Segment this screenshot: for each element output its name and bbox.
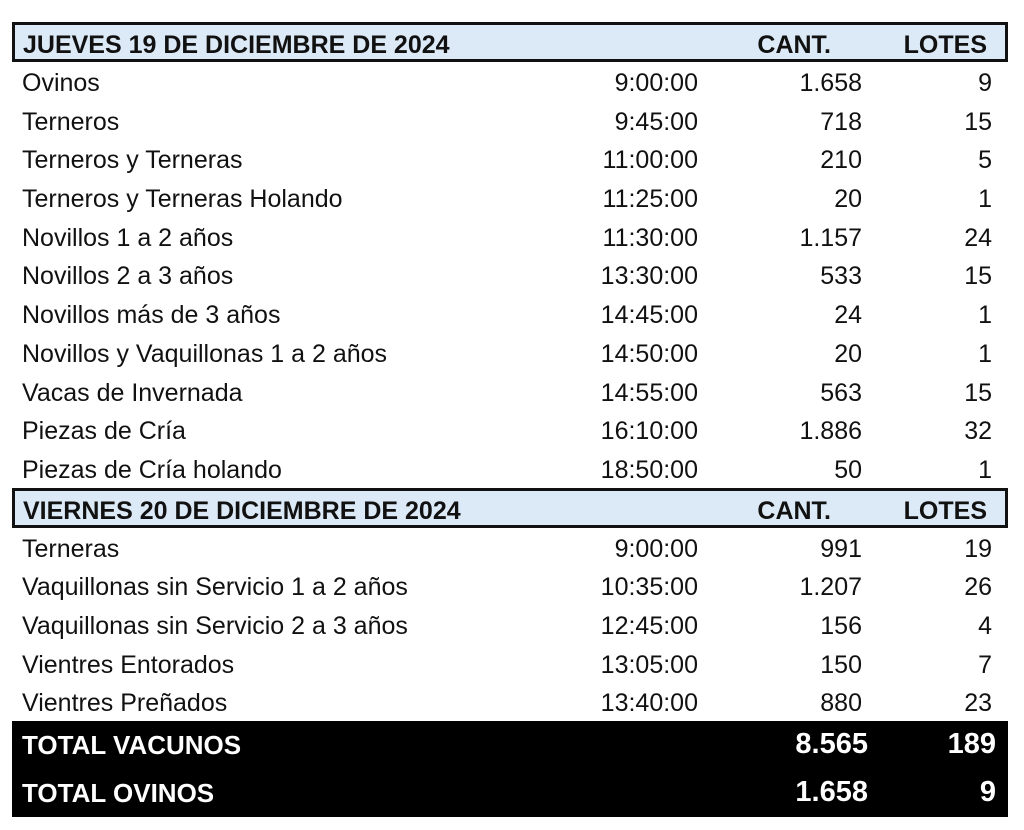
start-time: 14:45:00 [600, 301, 698, 330]
sections-container [12, 22, 1008, 721]
quantity-value: 1.886 [799, 417, 862, 446]
cant-column-header: CANT. [757, 496, 831, 525]
quantity-value: 1.157 [799, 223, 862, 252]
lots-value: 19 [964, 534, 992, 563]
table-row [12, 410, 1008, 449]
table-row [12, 605, 1008, 644]
table-row [12, 528, 1008, 567]
start-time: 9:00:00 [614, 69, 698, 97]
quantity-value: 150 [820, 650, 862, 679]
start-time: 10:35:00 [600, 573, 698, 602]
quantity-value: 880 [820, 689, 862, 718]
category-name: Novillos y Vaquillonas 1 a 2 años [22, 339, 388, 368]
section-header [12, 488, 1008, 528]
start-time: 9:00:00 [614, 534, 698, 563]
table-row [12, 101, 1008, 140]
category-name: Novillos más de 3 años [22, 301, 281, 330]
start-time: 14:55:00 [600, 378, 698, 407]
total-quantity: 8.565 [795, 728, 868, 760]
lots-value: 15 [964, 262, 992, 291]
start-time: 16:10:00 [600, 417, 698, 446]
start-time: 13:30:00 [600, 262, 698, 291]
category-name: Novillos 1 a 2 años [22, 223, 234, 252]
table-row [12, 372, 1008, 411]
quantity-value: 1.658 [799, 69, 862, 97]
total-quantity: 1.658 [795, 776, 868, 808]
table-row [12, 62, 1008, 101]
table-row [12, 217, 1008, 256]
totals-container [12, 721, 1008, 817]
quantity-value: 20 [834, 185, 862, 214]
lots-value: 1 [978, 339, 992, 368]
lots-value: 23 [964, 689, 992, 718]
lots-value: 15 [964, 107, 992, 136]
lots-value: 32 [964, 417, 992, 446]
category-name: Vientres Entorados [22, 650, 235, 679]
lots-value: 9 [978, 69, 992, 97]
lots-value: 26 [964, 573, 992, 602]
cant-column-header: CANT. [757, 31, 831, 59]
total-label: TOTAL OVINOS [22, 778, 215, 808]
quantity-value: 718 [820, 107, 862, 136]
table-row [12, 449, 1008, 488]
start-time: 11:25:00 [602, 185, 698, 214]
category-name: Piezas de Cría [22, 417, 186, 446]
lots-value: 24 [964, 223, 992, 252]
lots-value: 7 [978, 650, 992, 679]
start-time: 14:50:00 [600, 339, 698, 368]
total-row [12, 721, 1008, 769]
auction-schedule-table [12, 22, 1008, 817]
table-row [12, 566, 1008, 605]
category-name: Terneros y Terneras [22, 146, 243, 175]
section-header [12, 22, 1008, 62]
lotes-column-header: LOTES [903, 496, 987, 525]
quantity-value: 50 [834, 455, 862, 484]
table-row [12, 178, 1008, 217]
start-time: 13:40:00 [600, 689, 698, 718]
lotes-column-header: LOTES [903, 31, 987, 59]
quantity-value: 210 [820, 146, 862, 175]
lots-value: 15 [964, 378, 992, 407]
total-label: TOTAL VACUNOS [22, 730, 242, 760]
total-lots: 189 [947, 728, 996, 760]
category-name: Vacas de Invernada [22, 378, 243, 407]
start-time: 11:30:00 [602, 223, 698, 252]
lots-value: 5 [978, 146, 992, 175]
start-time: 9:45:00 [614, 107, 698, 136]
table-row [12, 682, 1008, 721]
category-name: Terneros y Terneras Holando [22, 185, 343, 214]
table-row [12, 333, 1008, 372]
table-row [12, 139, 1008, 178]
quantity-value: 1.207 [799, 573, 862, 602]
lots-value: 4 [978, 611, 992, 640]
start-time: 13:05:00 [600, 650, 698, 679]
quantity-value: 20 [834, 339, 862, 368]
quantity-value: 563 [820, 378, 862, 407]
lots-value: 1 [978, 185, 992, 214]
table-row [12, 294, 1008, 333]
category-name: Terneras [22, 534, 120, 563]
quantity-value: 991 [820, 534, 862, 563]
start-time: 18:50:00 [600, 455, 698, 484]
quantity-value: 24 [834, 301, 862, 330]
total-row [12, 769, 1008, 817]
category-name: Vaquillonas sin Servicio 1 a 2 años [22, 573, 408, 602]
total-lots: 9 [979, 776, 996, 808]
start-time: 11:00:00 [602, 146, 698, 175]
quantity-value: 156 [820, 611, 862, 640]
category-name: Novillos 2 a 3 años [22, 262, 234, 291]
lots-value: 1 [978, 455, 992, 484]
lots-value: 1 [978, 301, 992, 330]
section-title: JUEVES 19 DE DICIEMBRE DE 2024 [23, 31, 450, 59]
start-time: 12:45:00 [600, 611, 698, 640]
category-name: Piezas de Cría holando [22, 455, 282, 484]
category-name: Ovinos [22, 69, 100, 97]
quantity-value: 533 [820, 262, 862, 291]
table-row [12, 255, 1008, 294]
section-title: VIERNES 20 DE DICIEMBRE DE 2024 [23, 496, 461, 525]
category-name: Vaquillonas sin Servicio 2 a 3 años [22, 611, 408, 640]
category-name: Vientres Preñados [22, 689, 228, 718]
category-name: Terneros [22, 107, 120, 136]
table-row [12, 644, 1008, 683]
